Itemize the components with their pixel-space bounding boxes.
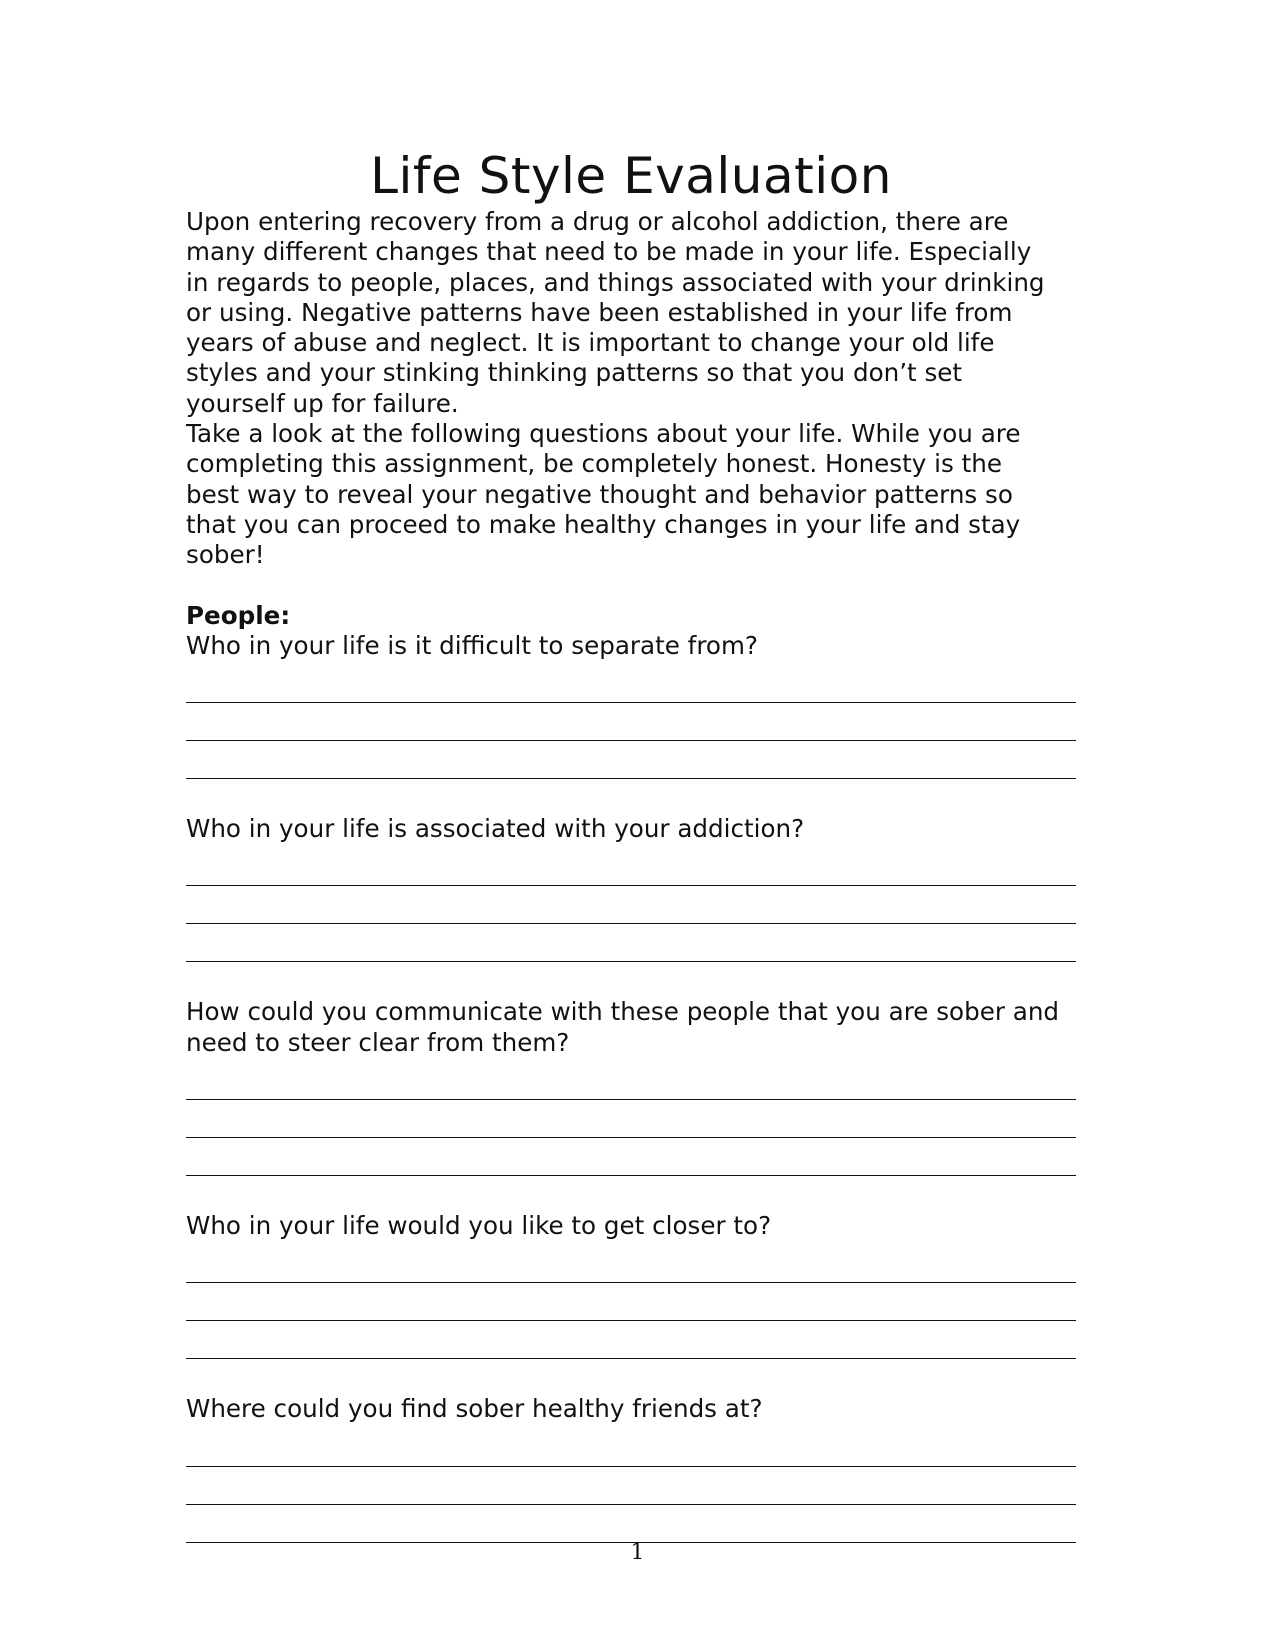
answer-line[interactable] bbox=[186, 1100, 1076, 1138]
intro-line: styles and your stinking thinking patterns so that you don’t set bbox=[186, 358, 963, 388]
page-number: 1 bbox=[630, 1540, 645, 1565]
worksheet-page bbox=[186, 145, 1076, 1578]
spacer bbox=[186, 571, 1076, 601]
answer-area[interactable] bbox=[186, 848, 1076, 962]
answer-line[interactable] bbox=[186, 1429, 1076, 1467]
answer-line[interactable] bbox=[186, 1505, 1076, 1543]
intro-line: best way to reveal your negative thought and behavior patterns so bbox=[186, 479, 1013, 509]
intro-line: that you can proceed to make healthy changes in your life and stay bbox=[186, 509, 1021, 539]
intro-line: in regards to people, places, and things associated with your drinking bbox=[186, 267, 1045, 297]
answer-line[interactable] bbox=[186, 665, 1076, 703]
answer-line[interactable] bbox=[186, 741, 1076, 779]
answer-line[interactable] bbox=[186, 703, 1076, 741]
intro-line: yourself up for failure. bbox=[186, 388, 459, 418]
question-text: Where could you find sober healthy friends at? bbox=[186, 1394, 763, 1424]
question-block-3 bbox=[186, 997, 1076, 1176]
answer-line[interactable] bbox=[186, 1245, 1076, 1283]
answer-area[interactable] bbox=[186, 665, 1076, 779]
answer-line[interactable] bbox=[186, 886, 1076, 924]
answer-line[interactable] bbox=[186, 848, 1076, 886]
page-title: Life Style Evaluation bbox=[370, 147, 892, 205]
answer-line[interactable] bbox=[186, 924, 1076, 962]
question-text: need to steer clear from them? bbox=[186, 1027, 570, 1057]
answer-area[interactable] bbox=[186, 1429, 1076, 1543]
answer-line[interactable] bbox=[186, 1467, 1076, 1505]
intro-line: or using. Negative patterns have been established in your life from bbox=[186, 297, 1013, 327]
intro-line: many different changes that need to be made in your life. Especially bbox=[186, 237, 1032, 267]
intro-line: years of abuse and neglect. It is important to change your old life bbox=[186, 328, 995, 358]
intro-line: sober! bbox=[186, 540, 265, 570]
intro-line: completing this assignment, be completely honest. Honesty is the bbox=[186, 449, 1002, 479]
answer-line[interactable] bbox=[186, 1062, 1076, 1100]
intro-line: Upon entering recovery from a drug or alcohol addiction, there are bbox=[186, 207, 1009, 236]
question-text: How could you communicate with these people that you are sober and bbox=[186, 997, 1060, 1027]
answer-line[interactable] bbox=[186, 1321, 1076, 1359]
answer-area[interactable] bbox=[186, 1062, 1076, 1176]
answer-area[interactable] bbox=[186, 1245, 1076, 1359]
question-block-5 bbox=[186, 1394, 1076, 1542]
intro-line: Take a look at the following questions about your life. While you are bbox=[186, 419, 1021, 449]
question-block-4 bbox=[186, 1211, 1076, 1359]
intro-paragraph-2 bbox=[186, 419, 1076, 570]
question-text: Who in your life is associated with your addiction? bbox=[186, 814, 805, 844]
intro-paragraph-1 bbox=[186, 207, 1076, 419]
question-text: Who in your life is it difficult to separate from? bbox=[186, 630, 758, 660]
answer-line[interactable] bbox=[186, 1138, 1076, 1176]
answer-line[interactable] bbox=[186, 1283, 1076, 1321]
question-block-2 bbox=[186, 814, 1076, 962]
section-heading-people: People: bbox=[186, 600, 291, 630]
question-text: Who in your life would you like to get closer to? bbox=[186, 1211, 772, 1241]
question-block-1 bbox=[186, 631, 1076, 779]
